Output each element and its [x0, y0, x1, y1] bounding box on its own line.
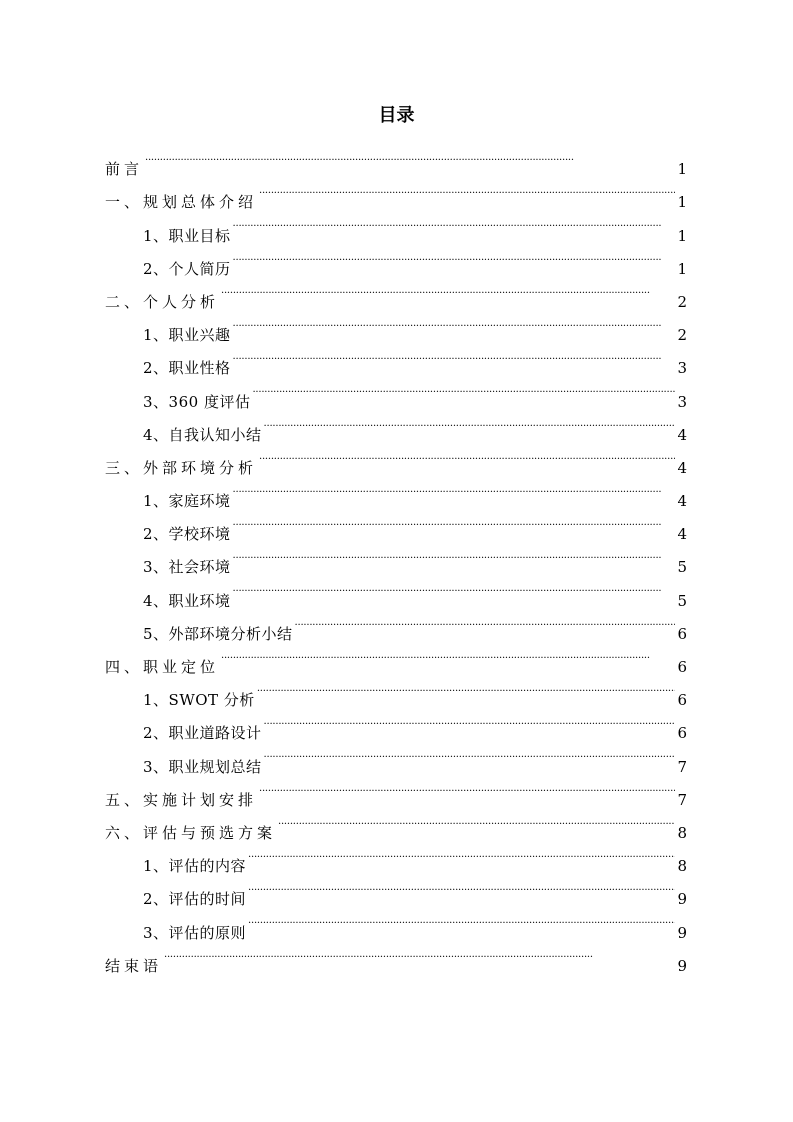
toc-entry-label: 结束语 — [105, 956, 163, 975]
toc-page-number: 3 — [677, 392, 687, 411]
toc-entry-label: 2、评估的时间 — [143, 890, 247, 909]
toc-page-number: 7 — [677, 757, 687, 776]
toc-page-number: 1 — [677, 160, 687, 179]
toc-dot-leader — [233, 506, 676, 539]
toc-dot-leader — [259, 772, 675, 805]
toc-page-number: 9 — [677, 923, 687, 942]
toc-page-number: 2 — [677, 326, 687, 345]
toc-page-number: 3 — [677, 359, 687, 378]
toc-entry-label: 前言 — [105, 160, 144, 179]
toc-entry-label: 5、外部环境分析小结 — [143, 624, 293, 643]
toc-entry-label: 五、实施计划安排 — [105, 790, 258, 809]
toc-entry-label: 二、个人分析 — [105, 292, 220, 311]
toc-dot-leader — [278, 805, 675, 838]
toc-dot-leader — [233, 539, 676, 572]
toc-page-number: 2 — [677, 292, 687, 311]
toc-entry-label: 三、外部环境分析 — [105, 458, 258, 477]
toc-entry-label: 3、360 度评估 — [143, 392, 251, 411]
toc-entry-label: 六、评估与预选方案 — [105, 823, 277, 842]
toc-page-number: 9 — [677, 890, 687, 909]
toc-dot-leader — [233, 340, 676, 373]
toc-page-number: 6 — [677, 624, 687, 643]
toc-page-number: 6 — [677, 724, 687, 743]
toc-dot-leader — [248, 904, 675, 937]
toc-title: 目录 — [378, 105, 415, 126]
toc-page-number: 4 — [677, 425, 687, 444]
toc-entry-label: 2、个人简历 — [143, 259, 231, 278]
toc-entry-label: 1、SWOT 分析 — [143, 691, 255, 710]
toc-dot-leader — [264, 705, 676, 738]
toc-dot-leader — [264, 738, 676, 771]
toc-chapter-entry[interactable] — [105, 938, 687, 975]
toc-page-number: 8 — [677, 857, 687, 876]
toc-dot-leader — [145, 141, 675, 174]
toc-page-number: 1 — [677, 259, 687, 278]
toc-page-number: 1 — [677, 193, 687, 212]
toc-entry-label: 四、职业定位 — [105, 658, 220, 676]
toc-dot-leader — [221, 274, 675, 307]
toc-dot-leader — [221, 639, 675, 672]
toc-dot-leader — [233, 307, 676, 340]
toc-page-number: 5 — [677, 558, 687, 577]
toc-entry-label: 4、职业环境 — [143, 591, 231, 610]
toc-dot-leader — [248, 838, 675, 871]
toc-dot-leader — [264, 407, 676, 440]
toc-dot-leader — [252, 373, 675, 406]
toc-dot-leader — [233, 207, 676, 240]
toc-page-number: 8 — [677, 823, 687, 842]
toc-entry-label: 1、职业兴趣 — [143, 326, 231, 345]
toc-dot-leader — [257, 672, 676, 705]
toc-dot-leader — [295, 606, 676, 639]
toc-page-number: 4 — [677, 458, 687, 477]
table-of-contents — [105, 141, 687, 975]
toc-dot-leader — [248, 871, 675, 904]
toc-entry-label: 3、评估的原则 — [143, 923, 247, 942]
toc-dot-leader — [259, 440, 675, 473]
toc-page-number: 6 — [677, 658, 687, 676]
toc-page-number: 9 — [677, 956, 687, 975]
toc-entry-label: 2、职业道路设计 — [143, 724, 262, 743]
toc-chapter-entry[interactable] — [105, 174, 687, 212]
toc-page-number: 1 — [677, 226, 687, 245]
toc-entry-label: 1、评估的内容 — [143, 857, 247, 876]
toc-entry-label: 3、职业规划总结 — [143, 757, 262, 776]
toc-page-number: 5 — [677, 591, 687, 610]
toc-chapter-entry[interactable] — [105, 141, 687, 179]
toc-dot-leader — [164, 938, 675, 971]
toc-dot-leader — [233, 473, 676, 506]
toc-entry-label: 一、规划总体介绍 — [105, 193, 258, 212]
toc-page-number: 6 — [677, 691, 687, 710]
toc-entry-label: 4、自我认知小结 — [143, 425, 262, 444]
toc-entry-label: 3、社会环境 — [143, 558, 231, 577]
toc-page-number: 4 — [677, 525, 687, 544]
toc-entry-label: 1、家庭环境 — [143, 492, 231, 511]
toc-entry-label: 2、学校环境 — [143, 525, 231, 544]
toc-entry-label: 1、职业目标 — [143, 226, 231, 245]
toc-dot-leader — [233, 572, 676, 605]
toc-page-number: 4 — [677, 492, 687, 511]
toc-dot-leader — [259, 174, 675, 207]
toc-entry-label: 2、职业性格 — [143, 359, 231, 378]
toc-page-number: 7 — [677, 790, 687, 809]
toc-dot-leader — [233, 241, 676, 274]
